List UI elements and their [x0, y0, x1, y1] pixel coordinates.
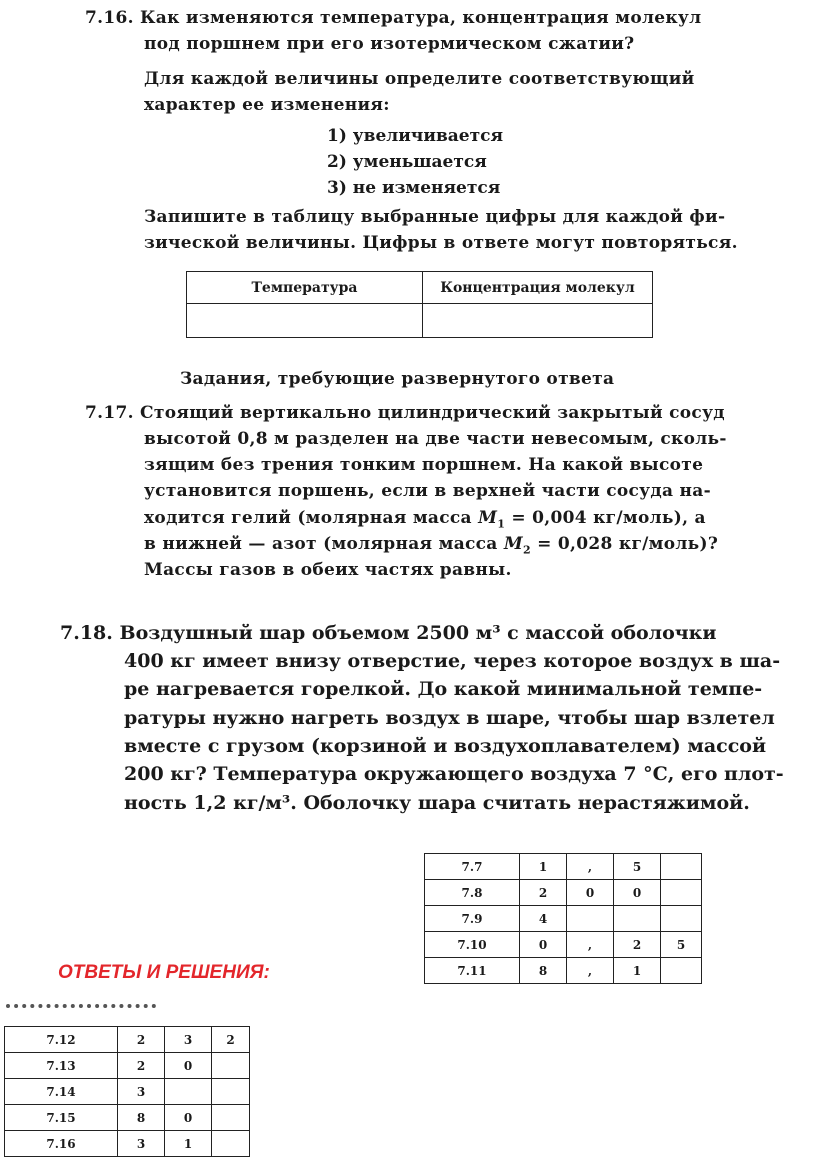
task-text: зящим без трения тонким поршнем. На какой высоте [144, 455, 704, 475]
table-cell [661, 880, 702, 906]
task-7-17 [85, 400, 725, 427]
task-text: ратуры нужно нагреть воздух в шаре, чтобы шар взлетел [124, 707, 775, 729]
table-cell: 1 [614, 958, 661, 984]
answers-title: ОТВЕТЫ И РЕШЕНИЯ: [58, 962, 270, 983]
table-cell: 7.16 [5, 1131, 118, 1157]
subscript: 2 [522, 543, 531, 557]
table-cell [212, 1131, 250, 1157]
task-text: Для каждой величины определите соответствующий [144, 69, 695, 89]
table-cell: 4 [520, 906, 567, 932]
table-cell: 7.10 [425, 932, 520, 958]
option-item: 2) уменьшается [327, 152, 487, 172]
table-cell: 1 [165, 1131, 212, 1157]
table-cell [212, 1105, 250, 1131]
task-text: характер ее изменения: [144, 95, 390, 115]
table-header: Температура [187, 272, 423, 304]
cropped-text-fragment [6, 1004, 156, 1014]
symbol-m: M [478, 508, 498, 528]
table-cell [614, 906, 661, 932]
table-cell: 5 [661, 932, 702, 958]
task-text: Как изменяются температура, концентрация молекул [140, 8, 702, 28]
task-text: под поршнем при его изотермическом сжатии? [144, 34, 635, 54]
answers-table-left [4, 1026, 250, 1157]
task-7-16 [85, 5, 701, 32]
answers-table-right [424, 853, 702, 984]
task-text: ре нагревается горелкой. До какой минимальной темпе- [124, 678, 763, 700]
task-text: высотой 0,8 м разделен на две части невесомым, сколь- [144, 429, 727, 449]
table-cell: 2 [118, 1053, 165, 1079]
table-cell: 1 [520, 854, 567, 880]
table-row [5, 1027, 250, 1053]
table-row [5, 1105, 250, 1131]
answer-cell[interactable] [187, 304, 423, 338]
task-text: 400 кг имеет внизу отверстие, через которое воздух в ша- [124, 650, 781, 672]
table-cell: 7.8 [425, 880, 520, 906]
table-cell: 7.13 [5, 1053, 118, 1079]
answer-table-7-16 [186, 271, 653, 338]
task-text: Запишите в таблицу выбранные цифры для каждой фи- [144, 207, 726, 227]
table-cell: 7.9 [425, 906, 520, 932]
table-cell: 3 [118, 1079, 165, 1105]
symbol-m: M [503, 534, 523, 554]
table-cell [661, 958, 702, 984]
task-text: ность 1,2 кг/м³. Оболочку шара считать нерастяжимой. [124, 792, 750, 814]
table-row [425, 880, 702, 906]
table-cell: 0 [165, 1053, 212, 1079]
table-row [5, 1079, 250, 1105]
table-row [425, 932, 702, 958]
task-text: Стоящий вертикально цилиндрический закрытый сосуд [140, 403, 725, 423]
table-cell: 3 [165, 1027, 212, 1053]
table-header: Концентрация молекул [423, 272, 653, 304]
table-cell: 7.11 [425, 958, 520, 984]
table-cell: 2 [118, 1027, 165, 1053]
answer-cell[interactable] [423, 304, 653, 338]
table-cell: 7.15 [5, 1105, 118, 1131]
table-row [5, 1131, 250, 1157]
task-text: = 0,028 кг/моль)? [530, 534, 719, 554]
table-row [425, 854, 702, 880]
table-row [5, 1053, 250, 1079]
task-text: установится поршень, если в верхней части сосуда на- [144, 481, 711, 501]
table-cell: 7.14 [5, 1079, 118, 1105]
table-cell: 3 [118, 1131, 165, 1157]
table-cell: 0 [614, 880, 661, 906]
table-row [425, 906, 702, 932]
table-cell: 2 [614, 932, 661, 958]
table-cell: , [567, 854, 614, 880]
task-text: ходится гелий (молярная масса [144, 508, 479, 528]
subscript: 1 [497, 517, 506, 531]
task-7-18 [60, 619, 716, 647]
table-cell [567, 906, 614, 932]
table-cell [165, 1079, 212, 1105]
table-cell: 2 [520, 880, 567, 906]
task-text: Воздушный шар объемом 2500 м³ с массой оболочки [119, 622, 717, 644]
task-text: Массы газов в обеих частях равны. [144, 560, 512, 580]
table-cell: 5 [614, 854, 661, 880]
table-cell [212, 1053, 250, 1079]
table-cell: , [567, 932, 614, 958]
option-item: 1) увеличивается [327, 126, 504, 146]
table-cell [661, 906, 702, 932]
task-text: в нижней — азот (молярная масса [144, 534, 504, 554]
option-item: 3) не изменяется [327, 178, 501, 198]
table-cell [661, 854, 702, 880]
task-text: вместе с грузом (корзиной и воздухоплавателем) массой [124, 735, 767, 757]
section-title: Задания, требующие развернутого ответа [180, 369, 615, 389]
task-text: зической величины. Цифры в ответе могут повторяться. [144, 233, 738, 253]
task-number: 7.18. [60, 622, 113, 644]
table-cell: 8 [520, 958, 567, 984]
table-cell: 7.12 [5, 1027, 118, 1053]
table-cell [212, 1079, 250, 1105]
table-cell: 2 [212, 1027, 250, 1053]
table-cell: 8 [118, 1105, 165, 1131]
table-cell: 0 [520, 932, 567, 958]
table-row [425, 958, 702, 984]
table-cell: 0 [567, 880, 614, 906]
table-cell: , [567, 958, 614, 984]
task-number: 7.17. [85, 403, 134, 423]
table-cell: 7.7 [425, 854, 520, 880]
table-cell: 0 [165, 1105, 212, 1131]
task-number: 7.16. [85, 8, 134, 28]
task-text: 200 кг? Температура окружающего воздуха 7 °С, его плот- [124, 763, 784, 785]
task-text: = 0,004 кг/моль), а [505, 508, 706, 528]
